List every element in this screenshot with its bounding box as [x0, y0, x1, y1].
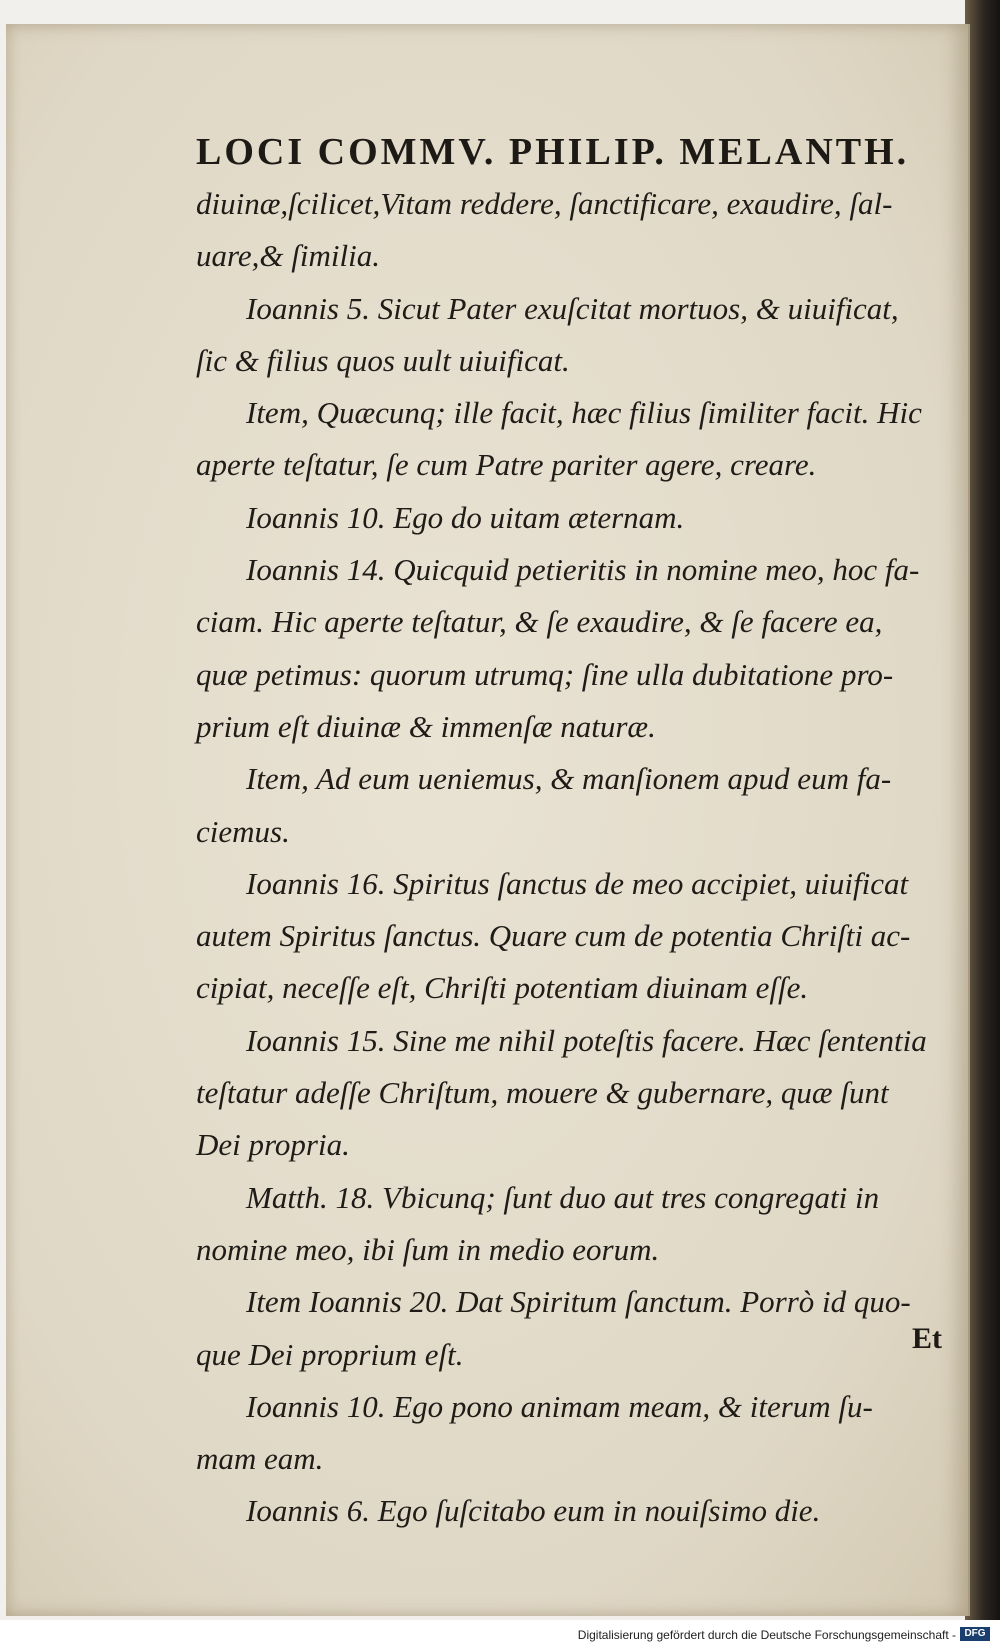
book-binding-edge: [965, 0, 1000, 1620]
body-text: [196, 178, 941, 1538]
text-line: aperte teſtatur, ſe cum Patre pariter agere, creare.: [196, 447, 817, 483]
text-line: Ioannis 10. Ego pono animam meam, & iterum ſu-: [246, 1388, 873, 1424]
text-line: teſtatur adeſſe Chriſtum, mouere & gubernare, quæ ſunt: [196, 1075, 889, 1111]
text-line: Ioannis 15. Sine me nihil poteſtis facere. Hæc ſententia: [246, 1022, 927, 1058]
text-line: mam eam.: [196, 1441, 324, 1477]
text-line: cipiat, neceſſe eſt, Chriſti potentiam diuinam eſſe.: [196, 970, 809, 1006]
text-line: ciam. Hic aperte teſtatur, & ſe exaudire, & ſe facere ea,: [196, 604, 883, 640]
text-line: Ioannis 16. Spiritus ſanctus de meo accipiet, uiuificat: [246, 865, 909, 901]
text-line: Item Ioannis 20. Dat Spiritum ſanctum. Porrò id quo-: [246, 1284, 911, 1320]
text-line: ſic & filius quos uult uiuificat.: [196, 342, 570, 378]
text-line: prium eſt diuinæ & immenſæ naturæ.: [196, 708, 656, 744]
text-line: ciemus.: [196, 813, 290, 849]
funding-credit: Digitalisierung gefördert durch die Deutsche Forschungsgemeinschaft -: [577, 1628, 956, 1642]
text-line: Dei propria.: [196, 1127, 350, 1163]
running-header: LOCI COMMV. PHILIP. MELANTH.: [196, 131, 910, 173]
text-line: uare,& ſimilia.: [196, 238, 380, 274]
text-line: que Dei proprium eſt.: [196, 1336, 464, 1372]
dfg-logo: DFG: [960, 1627, 990, 1641]
text-line: Ioannis 10. Ego do uitam æternam.: [246, 499, 685, 535]
text-line: autem Spiritus ſanctus. Quare cum de potentia Chriſti ac-: [196, 918, 911, 954]
text-line: nomine meo, ibi ſum in medio eorum.: [196, 1231, 660, 1267]
text-line: Item, Quæcunq; ille facit, hæc filius ſimiliter facit. Hic: [246, 395, 922, 431]
text-line: Ioannis 5. Sicut Pater exuſcitat mortuos, & uiuificat,: [246, 290, 899, 326]
catchword: Et: [912, 1322, 942, 1355]
text-line: Item, Ad eum ueniemus, & manſionem apud eum fa-: [246, 761, 892, 797]
text-line: Matth. 18. Vbicunq; ſunt duo aut tres congregati in: [246, 1179, 880, 1215]
text-line: diuinæ,ſcilicet,Vitam reddere, ſanctificare, exaudire, ſal-: [196, 186, 893, 221]
text-line: Ioannis 14. Quicquid petieritis in nomine meo, hoc fa-: [246, 552, 920, 588]
text-line: quæ petimus: quorum utrumq; ſine ulla dubitatione pro-: [196, 656, 894, 692]
text-line: Ioannis 6. Ego ſuſcitabo eum in nouiſsimo die.: [246, 1493, 821, 1529]
